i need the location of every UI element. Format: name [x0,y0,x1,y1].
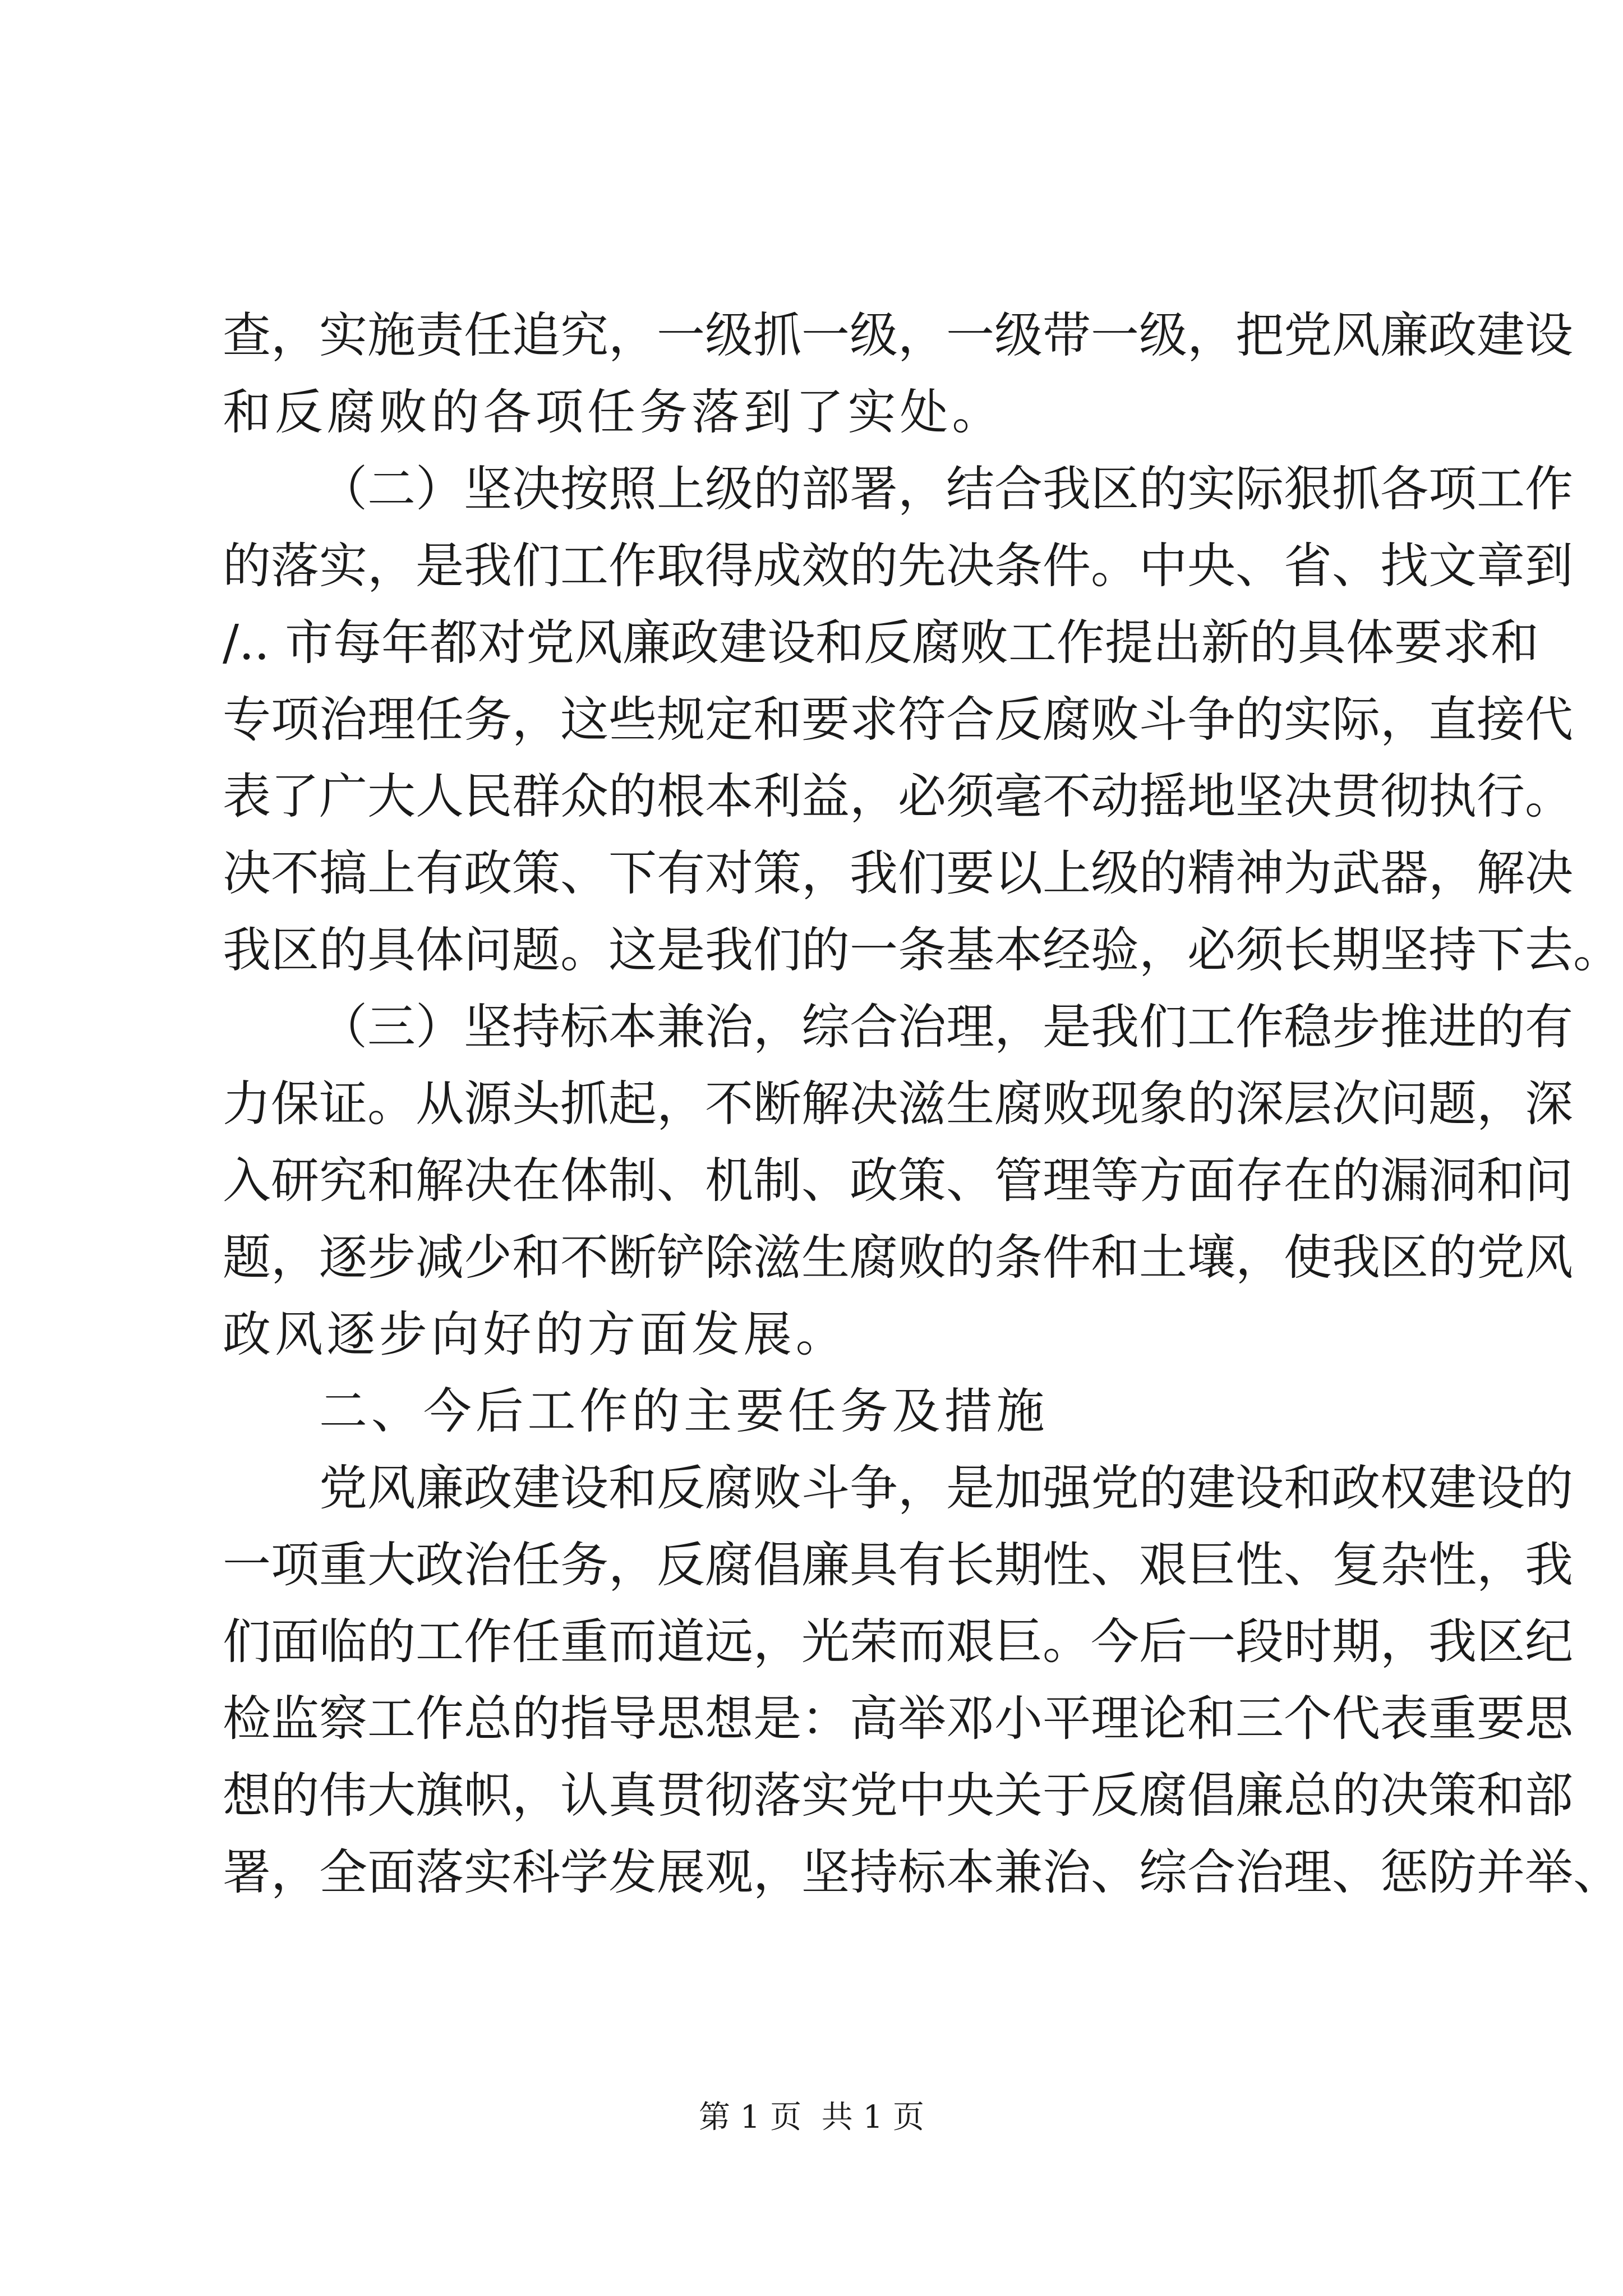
text-line: 政风逐步向好的方面发展。 [223,1306,848,1363]
text-line: 表了广大人民群众的根本利益，必须毫不动摇地坚决贯彻执行。 [223,769,1573,825]
text-line: 决不搞上有政策、下有对策，我们要以上级的精神为武器，解决 [223,845,1573,901]
section-heading: 二、今后工作的主要任务及措施 [319,1383,1049,1439]
paragraph-heading-2: （二）坚决按照上级的部署，结合我区的实际狠抓各项工作 [319,461,1573,517]
text-line: 我区的具体问题。这是我们的一条基本经验，必须长期坚持下去。 [223,922,1621,978]
text-line: 署，全面落实科学发展观，坚持标本兼治、综合治理、惩防并举、 [223,1844,1621,1901]
text-line: 查，实施责任追究，一级抓一级，一级带一级，把党风廉政建设 [223,307,1573,364]
text-line: 一项重大政治任务，反腐倡廉具有长期性、艰巨性、复杂性，我 [223,1537,1573,1593]
text-line: 想的伟大旗帜，认真贯彻落实党中央关于反腐倡廉总的决策和部 [223,1768,1573,1824]
body-text [223,297,1621,1911]
page-number: 第 1 页 共 1 页 [698,2099,925,2136]
text-line: 们面临的工作任重而道远，光荣而艰巨。今后一段时期，我区纪 [223,1614,1573,1670]
page-footer [0,2098,1623,2137]
text-line: 和反腐败的各项任务落到了实处。 [223,384,1004,440]
text-line: 力保证。从源头抓起，不断解决滋生腐败现象的深层次问题，深 [223,1076,1573,1132]
text-line: 的落实，是我们工作取得成效的先决条件。中央、省、找文章到 [223,538,1573,594]
text-line: 党风廉政建设和反腐败斗争，是加强党的建设和政权建设的 [319,1460,1573,1516]
text-line: 题，逐步减少和不断铲除滋生腐败的条件和土壤，使我区的党风 [223,1230,1573,1286]
text-line: 入研究和解决在体制、机制、政策、管理等方面存在的漏洞和问 [223,1153,1573,1209]
text-line: 专项治理任务，这些规定和要求符合反腐败斗争的实际，直接代 [223,692,1573,748]
paragraph-heading-3: （三）坚持标本兼治，综合治理，是我们工作稳步推进的有 [319,999,1573,1055]
text-line: 检监察工作总的指导思想是：高举邓小平理论和三个代表重要思 [223,1691,1573,1747]
text-line: /.. 市每年都对党风廉政建设和反腐败工作提出新的具体要求和 [223,615,1539,671]
